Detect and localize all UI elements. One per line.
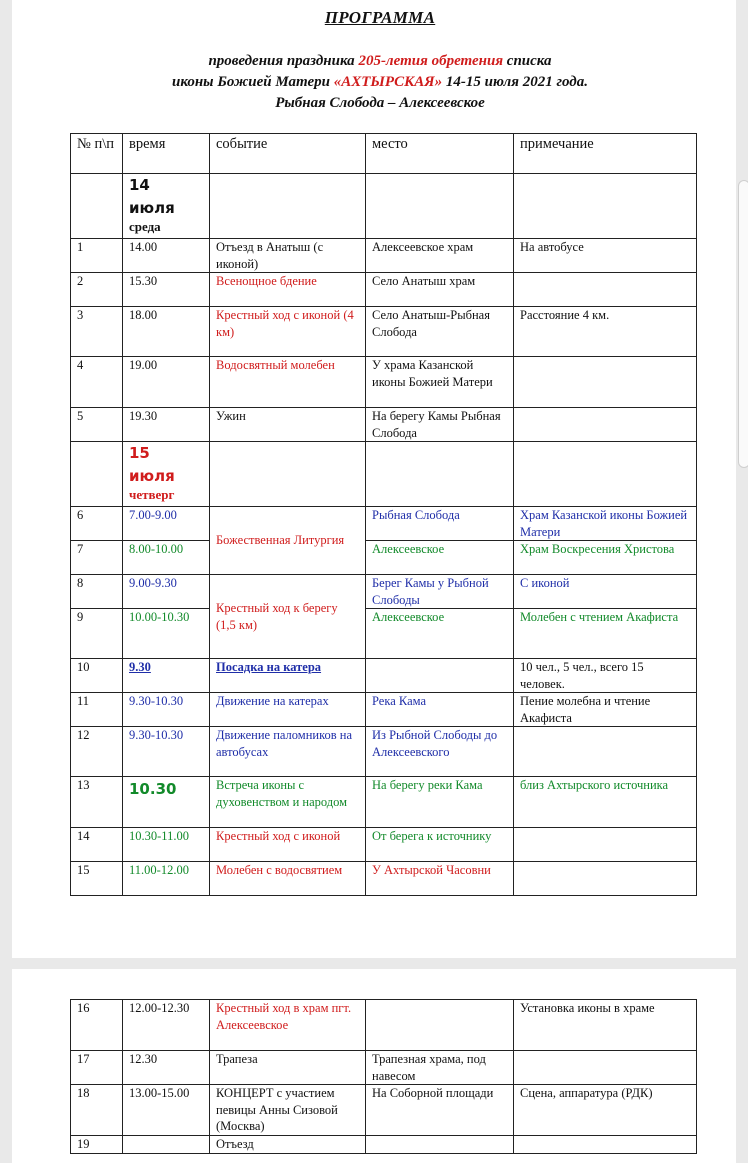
- table-row: 17 12.30 Трапеза Трапезная храма, под навесом: [71, 1051, 697, 1085]
- table-row: 10 9.30 Посадка на катера 10 чел., 5 чел., всего 15 человек.: [71, 659, 697, 693]
- table-row: 2 15.30 Всенощное бдение Село Анатыш храм: [71, 273, 697, 307]
- day-label: 15 июля четверг: [123, 442, 210, 507]
- header-cell: № п\п: [71, 134, 123, 174]
- table-row: 19 Отъезд: [71, 1136, 697, 1154]
- table-row: 11 9.30-10.30 Движение на катерах Река Кама Пение молебна и чтение Акафиста: [71, 693, 697, 727]
- day-row: [71, 442, 697, 507]
- table-row: 13 10.30 Встреча иконы с духовенством и народом На берегу реки Кама близ Ахтырского источника: [71, 777, 697, 828]
- table-row: 16 12.00-12.30 Крестный ход в храм пгт. Алексеевское Установка иконы в храме: [71, 1000, 697, 1051]
- day-row: [71, 174, 697, 239]
- header-cell: примечание: [514, 134, 697, 174]
- table-row: 4 19.00 Водосвятный молебен У храма Казанской иконы Божией Матери: [71, 357, 697, 408]
- table-row: 14 10.30-11.00 Крестный ход с иконой От берега к источнику: [71, 828, 697, 862]
- table-row: 12 9.30-10.30 Движение паломников на автобусах Из Рыбной Слободы до Алексеевского: [71, 727, 697, 777]
- table-row: 15 11.00-12.00 Молебен с водосвятием У Ахтырской Часовни: [71, 862, 697, 896]
- header-cell: время: [123, 134, 210, 174]
- table-row: 18 13.00-15.00 КОНЦЕРТ с участием певицы Анны Сизовой (Москва) На Соборной площади Сцена, аппаратура (РДК): [71, 1085, 697, 1136]
- table-row: 6 7.00-9.00 Божественная Литургия Рыбная Слобода Храм Казанской иконы Божией Матери: [71, 507, 697, 541]
- header-cell: событие: [210, 134, 366, 174]
- scrollbar-handle[interactable]: [738, 180, 748, 468]
- subtitle-line-1: проведения праздника 205-летия обретения списка: [208, 53, 552, 69]
- schedule-table: [70, 133, 697, 896]
- table-row: 5 19.30 Ужин На берегу Камы Рыбная Слобода: [71, 408, 697, 442]
- table-row: 9 10.00-10.30 Алексеевское Молебен с чтением Акафиста: [71, 609, 697, 659]
- table-row: 3 18.00 Крестный ход с иконой (4 км) Село Анатыш-Рыбная Слобода Расстояние 4 км.: [71, 307, 697, 357]
- table-header-row: [71, 134, 697, 174]
- day-label: 14 июля среда: [123, 174, 210, 239]
- procession-cell: Крестный ход к берегу (1,5 км): [210, 575, 366, 659]
- subtitle-line-3: Рыбная Слобода – Алексеевское: [275, 95, 485, 111]
- document-title: ПРОГРАММА: [324, 8, 436, 27]
- table-row: 7 8.00-10.00 Алексеевское Храм Воскресения Христова: [71, 541, 697, 575]
- subtitle-line-2: иконы Божией Матери «АХТЫРСКАЯ» 14-15 июля 2021 года.: [171, 74, 588, 90]
- schedule-table-continued: [70, 999, 697, 1154]
- header-cell: место: [366, 134, 514, 174]
- liturgy-cell: Божественная Литургия: [210, 507, 366, 575]
- table-row: 1 14.00 Отъезд в Анатыш (с иконой) Алексеевское храм На автобусе: [71, 239, 697, 273]
- table-row: 8 9.00-9.30 Крестный ход к берегу (1,5 км) Берег Камы у Рыбной Слободы С иконой: [71, 575, 697, 609]
